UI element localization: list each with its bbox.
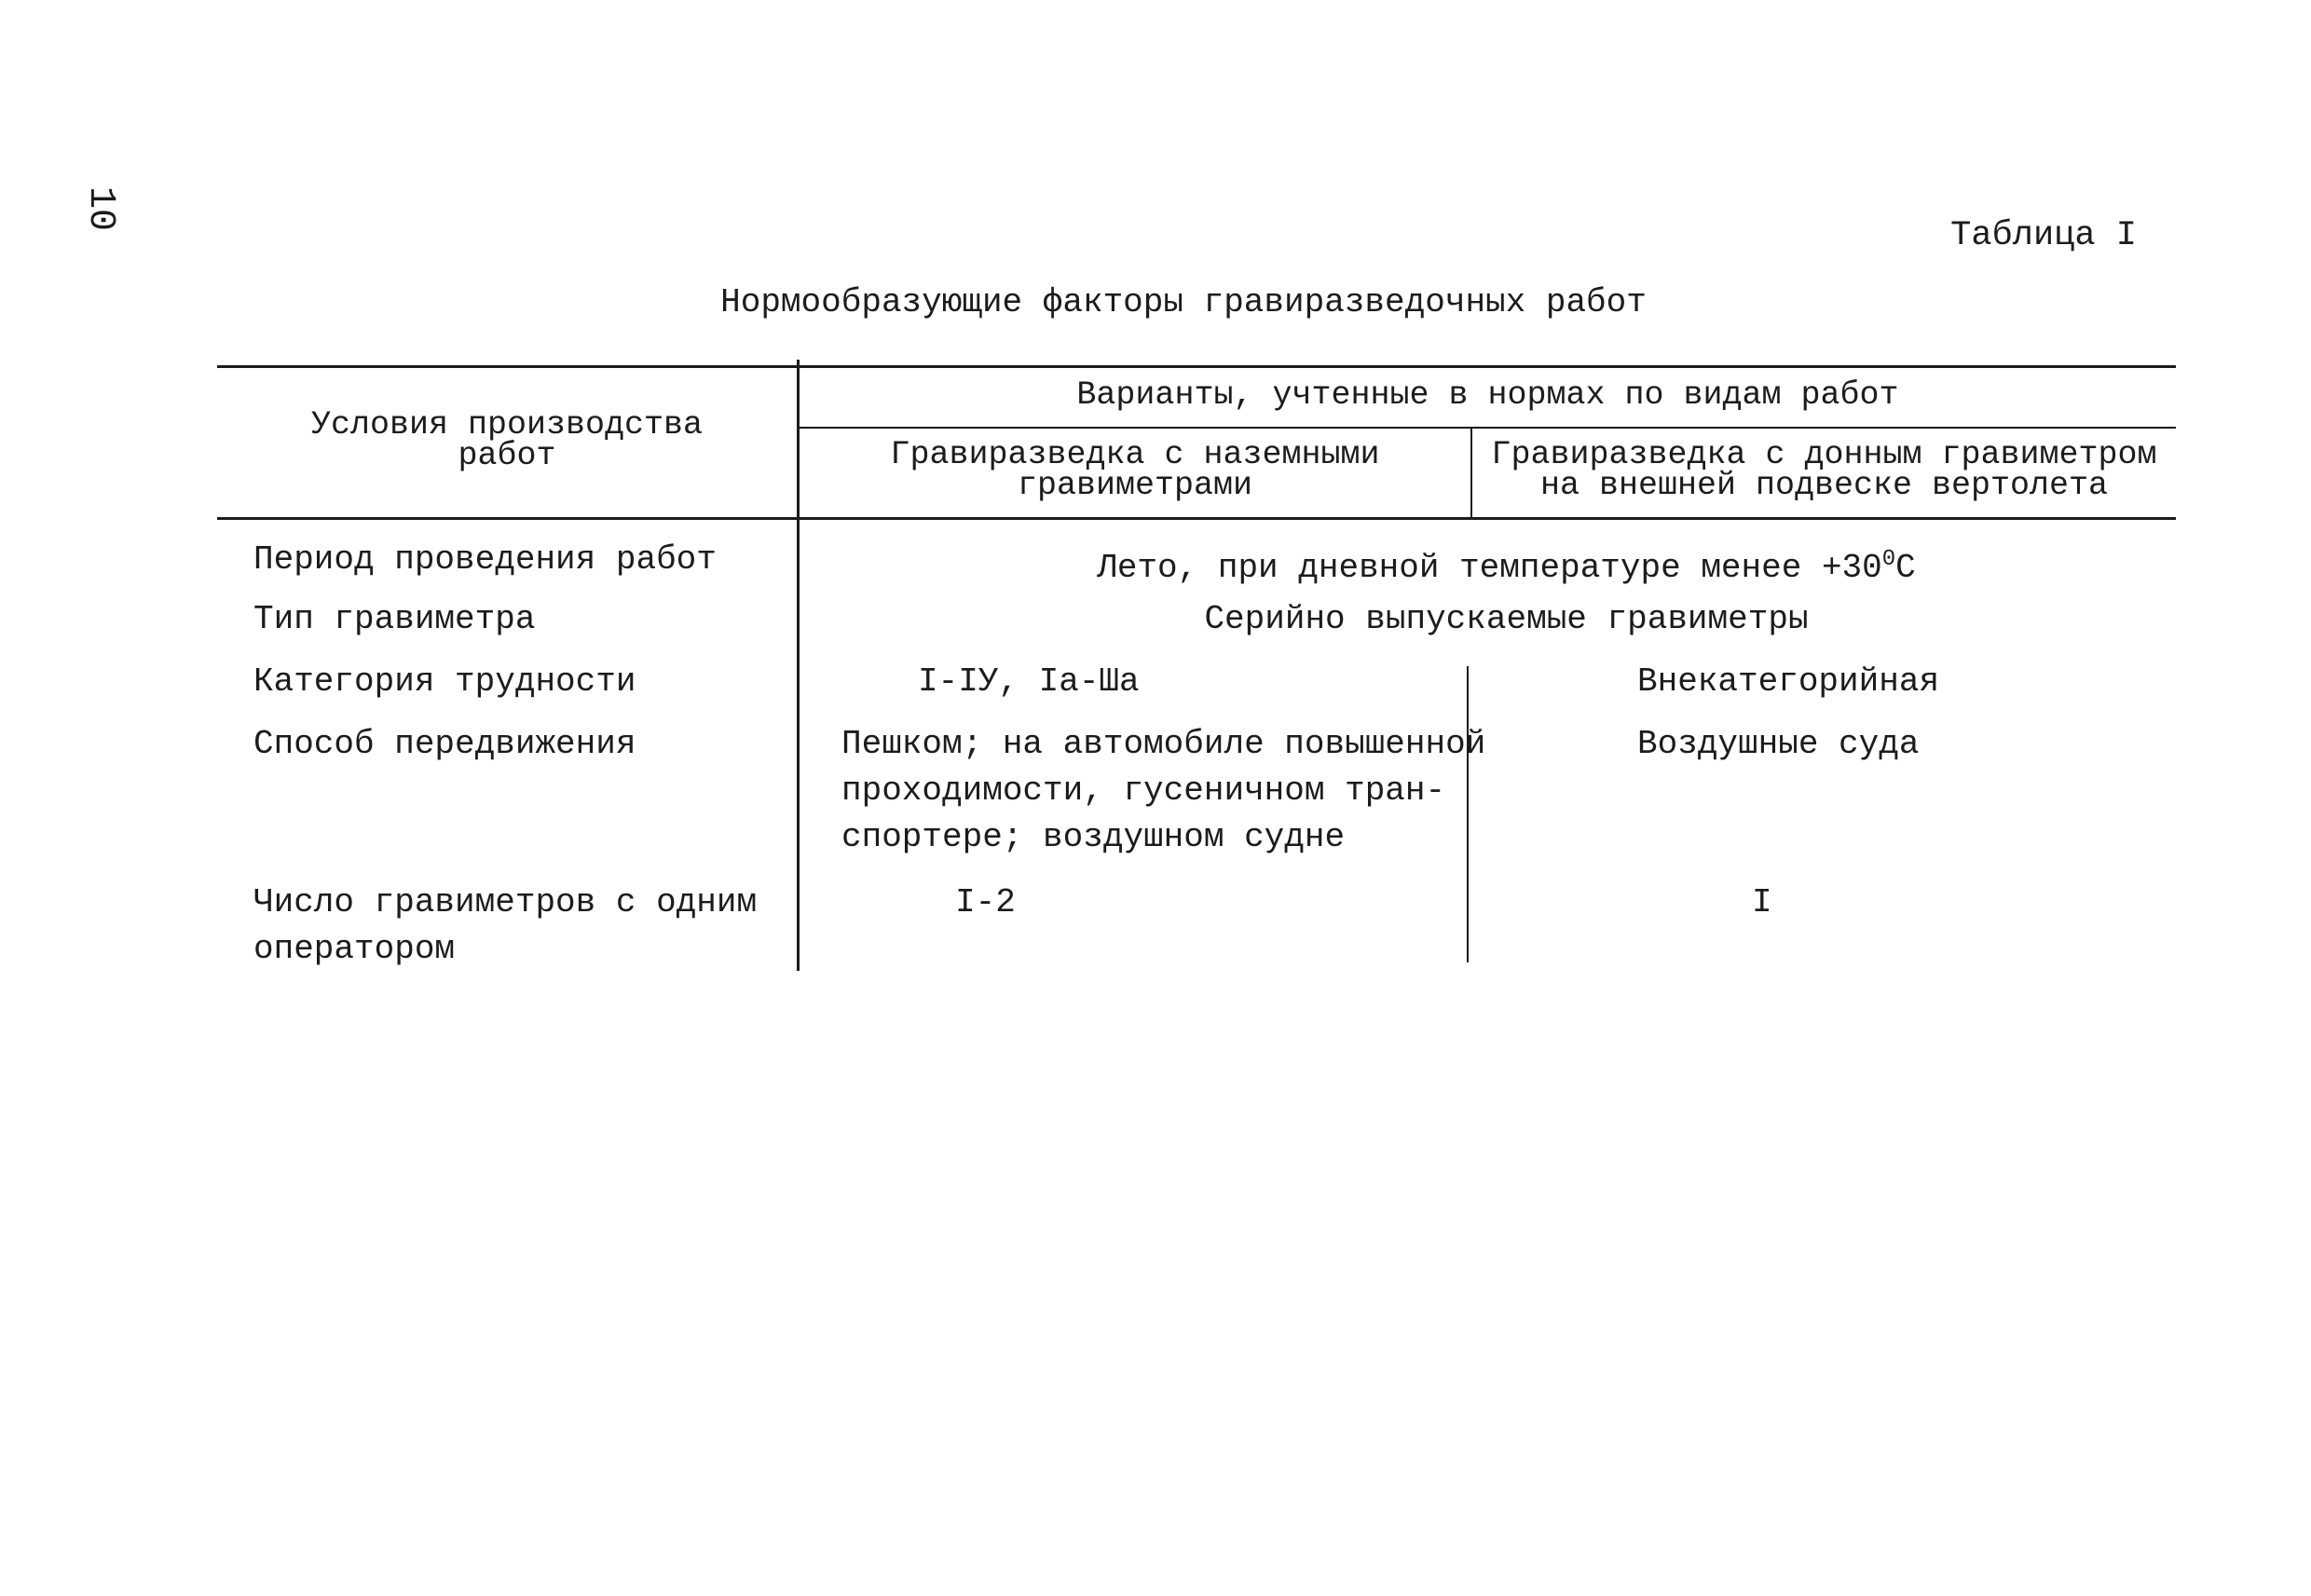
row-gravimeter-count-line2: оператором <box>253 930 456 968</box>
row-transport-ground-line1: Пешком; на автомобиле повышенной <box>841 725 1486 763</box>
row-period-text: Лето, при дневной температуре менее +30 <box>1097 549 1882 587</box>
row-difficulty-bottom: Внекатегорийная <box>1637 662 1940 701</box>
row-transport-bottom: Воздушные суда <box>1637 725 1920 763</box>
row-transport-ground <box>841 721 1485 861</box>
row-gravimeter-type-value: Серийно выпускаемые гравиметры <box>1204 600 1809 638</box>
table-title: Нормообразующие факторы гравиразведочных работ <box>720 283 1647 321</box>
row-difficulty-ground: I-IУ, Iа-Шa <box>918 662 1140 701</box>
header-bottom-line1: Гравиразведка с донным гравиметром <box>1491 436 2157 473</box>
row-period-degree: 0 <box>1881 547 1896 572</box>
row-transport-ground-line2: проходимости, гусеничном тран- <box>841 771 1446 810</box>
variants-rule <box>800 427 2176 429</box>
header-conditions-line1: Условия производства <box>310 406 704 443</box>
row-gravimeter-count-bottom: I <box>1752 883 1772 921</box>
row-transport-ground-line3: спортере; воздушном судне <box>841 818 1346 856</box>
header-ground-survey <box>800 436 1470 504</box>
row-gravimeter-count-condition <box>253 880 757 973</box>
row-gravimeter-count-ground: I-2 <box>955 883 1016 921</box>
row-difficulty-condition: Категория трудности <box>253 662 636 701</box>
header-bottom-survey <box>1472 436 2176 504</box>
page-number: 10 <box>79 186 121 232</box>
row-period-value <box>800 537 2176 592</box>
header-ground-line1: Гравиразведка с наземными <box>890 436 1380 473</box>
header-bottom-rule <box>217 517 2176 520</box>
header-bottom-line2: на внешней подвеске вертолета <box>1539 467 2109 504</box>
row-gravimeter-type-condition: Тип гравиметра <box>253 600 536 638</box>
row-period-condition: Период проведения работ <box>253 540 717 579</box>
table-top-rule <box>217 365 2176 368</box>
header-variants: Варианты, учтенные в нормах по видам работ <box>1076 376 1899 414</box>
header-ground-line2: гравиметрами <box>1017 467 1253 504</box>
header-conditions-line2: работ <box>458 437 556 474</box>
row-gravimeter-count-line1: Число гравиметров с одним <box>253 883 758 921</box>
table-label: Таблица I <box>1950 216 2137 255</box>
header-conditions <box>217 406 797 474</box>
row-transport-condition: Способ передвижения <box>253 725 636 763</box>
row-period-unit: C <box>1895 549 1916 587</box>
